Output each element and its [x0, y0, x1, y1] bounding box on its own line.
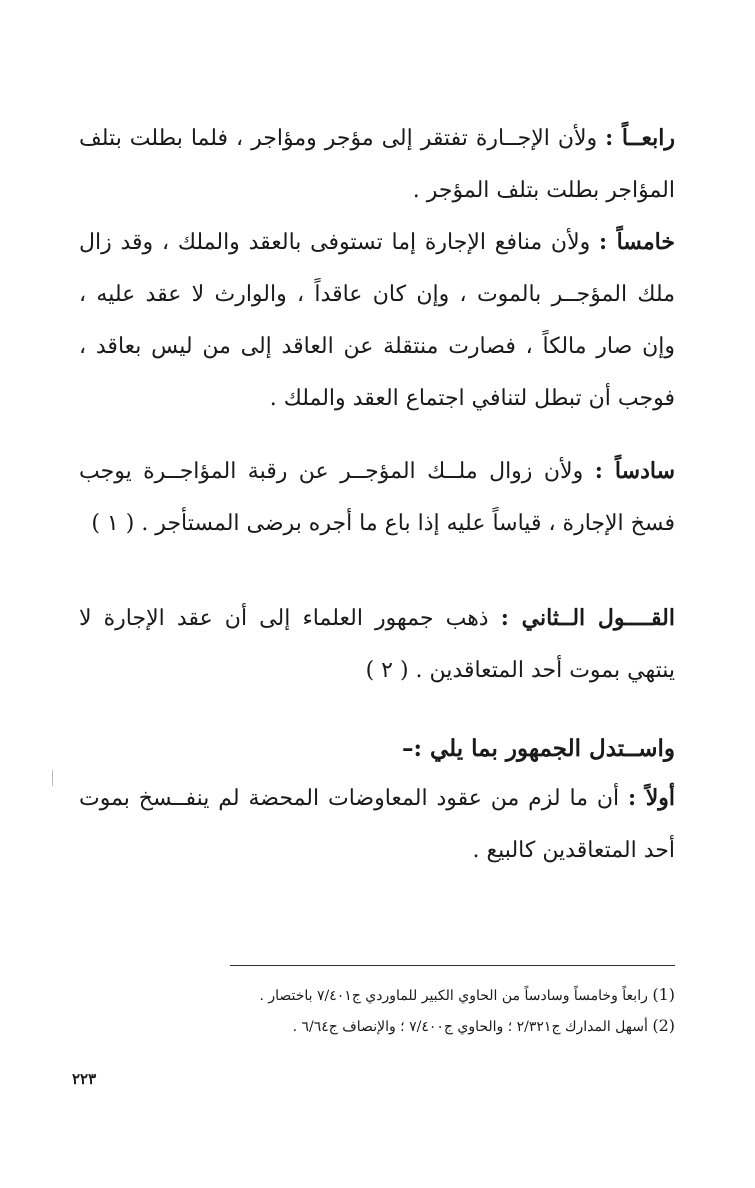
- argument-paragraph: [79, 445, 675, 550]
- footnotes: [79, 980, 675, 1042]
- argument-lead: خامساً :: [599, 229, 675, 255]
- argument-sixth: [79, 445, 675, 550]
- footnote-number: (1): [652, 985, 675, 1004]
- margin-mark: [52, 770, 53, 786]
- argument-lead: القــــول الــثاني :: [500, 605, 675, 631]
- footnote-number: (2): [652, 1016, 675, 1035]
- evidence-paragraph: [79, 772, 675, 877]
- argument-fourth: [79, 112, 675, 217]
- argument-text: ذهب جمهور العلماء إلى أن عقد الإجارة لا ينتهي بموت أحد المتعاقدين . ( ٢ ): [79, 606, 675, 683]
- argument-fifth: [79, 216, 675, 425]
- argument-lead: رابعــاً :: [605, 125, 675, 151]
- footnote-text: رابعاً وخامساً وسادساً من الحاوي الكبير للماوردي ج٧/٤٠١ باختصار .: [259, 988, 653, 1004]
- evidence-lead: أولاً :: [628, 785, 675, 811]
- footnote-item: [79, 1011, 675, 1042]
- argument-text: ولأن الإجــارة تفتقر إلى مؤجر ومؤاجر ، فلما بطلت بتلف المؤاجر بطلت بتلف المؤجر .: [79, 126, 675, 203]
- argument-paragraph: [79, 112, 675, 217]
- argument-paragraph: [79, 216, 675, 425]
- page-number: ٢٢٣: [72, 1070, 97, 1088]
- second-opinion: [79, 592, 675, 697]
- argument-paragraph: [79, 592, 675, 697]
- footnote-text: أسهل المدارك ج٢/٣٢١ ؛ والحاوي ج٧/٤٠٠ ؛ والإنصاف ج٦/٦٤ .: [292, 1019, 653, 1035]
- argument-lead: سادساً :: [594, 458, 676, 484]
- evidence-text: أن ما لزم من عقود المعاوضات المحضة لم ينفــسخ بموت أحد المتعاقدين كالبيع .: [79, 786, 675, 863]
- first-evidence: [79, 772, 675, 877]
- footnote-item: [79, 980, 675, 1011]
- footnote-divider: [230, 965, 675, 966]
- section-heading: واســتدل الجمهور بما يلي :–: [401, 735, 675, 762]
- argument-text: ولأن زوال ملــك المؤجــر عن رقبة المؤاجــرة يوجب فسخ الإجارة ، قياساً عليه إذا باع ما أجره برضى المستأجر . ( ١ ): [79, 459, 675, 536]
- argument-text: ولأن منافع الإجارة إما تستوفى بالعقد والملك ، وقد زال ملك المؤجــر بالموت ، وإن كان عاقداً ، والوارث لا عقد عليه ، وإن صار مالكاً ، فصارت منتقلة عن العاقد إلى من ليس بعاقد ، فوجب أن تبطل لتنافي اجتماع العقد والملك .: [79, 230, 675, 411]
